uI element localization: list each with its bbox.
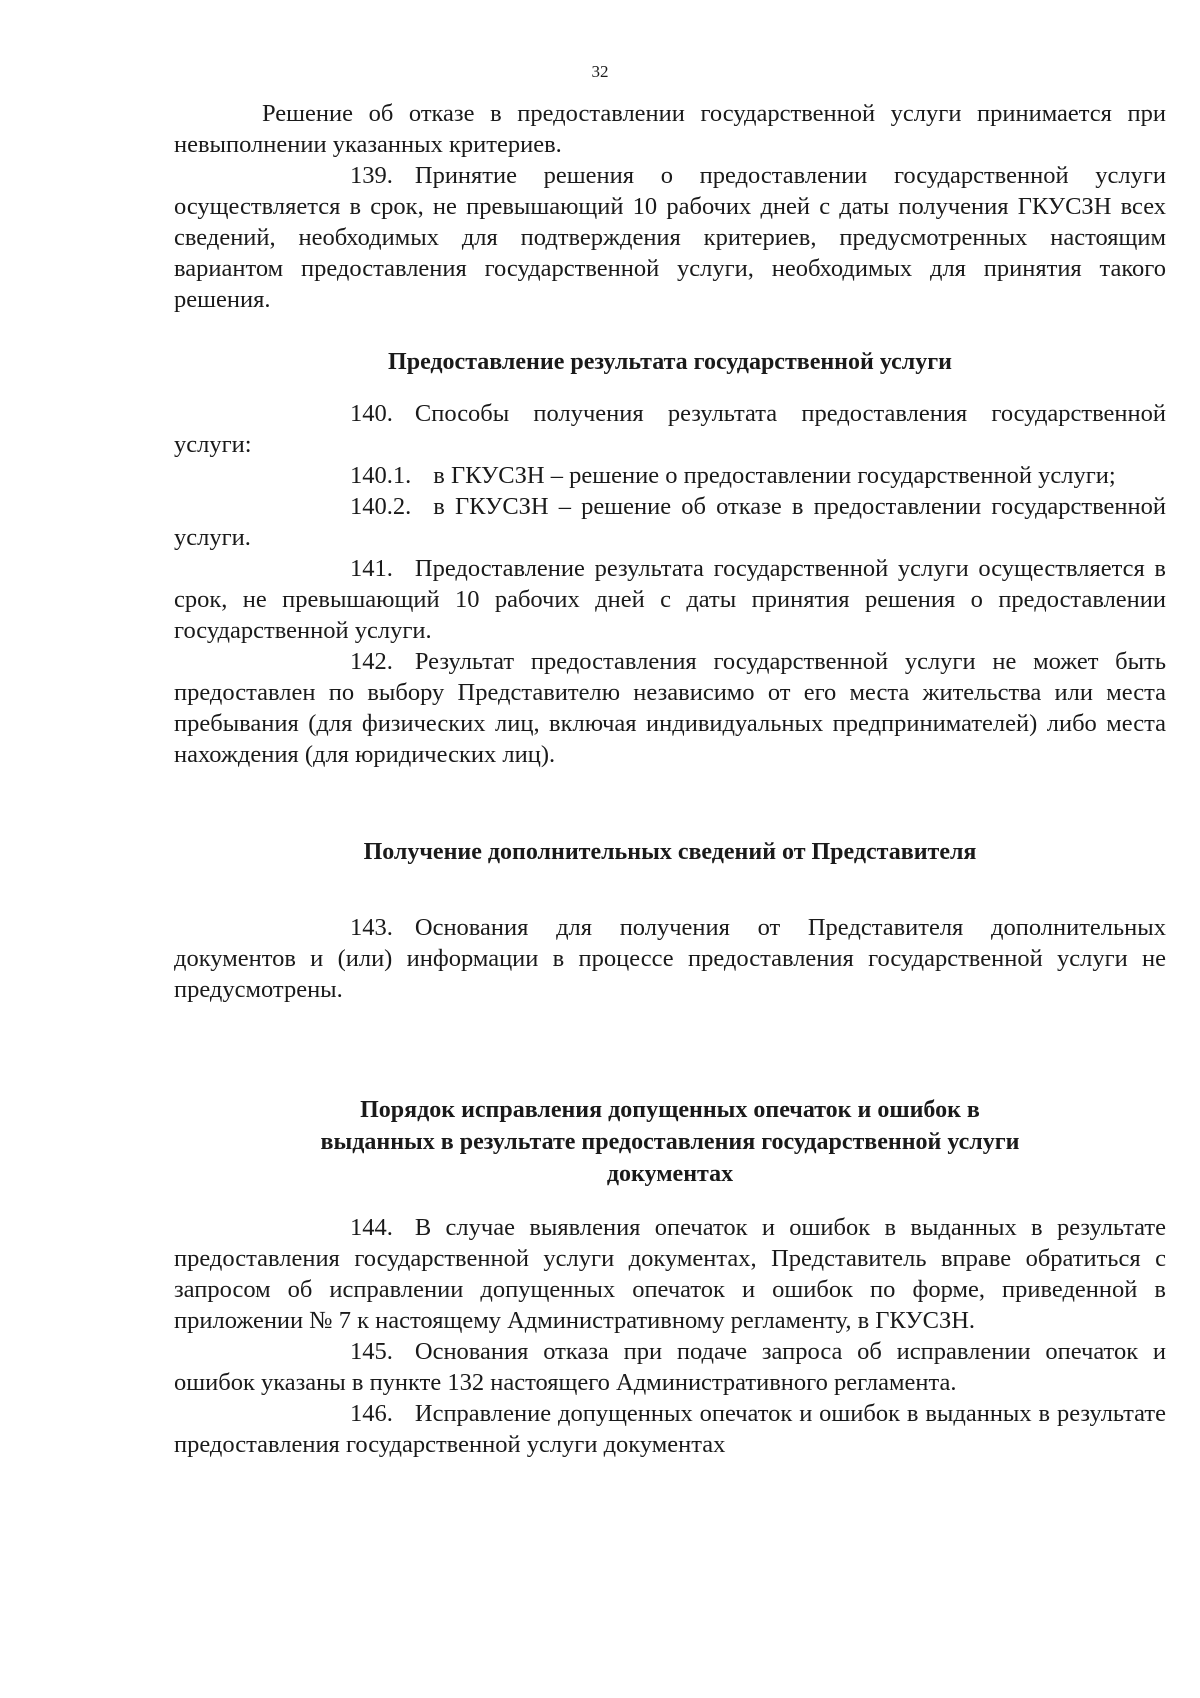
heading-line: Порядок исправления допущенных опечаток и ошибок в (360, 1097, 980, 1123)
paragraph-text: в ГКУСЗН – решение об отказе в предоставлении государственной услуги. (174, 493, 1166, 551)
paragraph-number: 143. (350, 914, 393, 941)
paragraph-text: Основания для получения от Представителя дополнительных документов и (или) информации в процессе предоставления государственной услуги не предусмотрены. (174, 914, 1166, 1003)
paragraph-142 (174, 646, 1166, 770)
paragraph-number: 141. (350, 555, 393, 582)
paragraph-number: 140.1. (350, 462, 412, 489)
heading-additional-information: Получение дополнительных сведений от Представителя (363, 839, 977, 865)
paragraph-text: Способы получения результата предоставления государственной услуги: (174, 400, 1166, 458)
section-result-provision (174, 398, 1166, 770)
section-additional-information (174, 912, 1166, 1005)
paragraph-number: 139. (350, 162, 393, 189)
paragraph-refusal-decision: Решение об отказе в предоставлении государственной услуги принимается при невыполнении указанных критериев. (174, 100, 1166, 158)
paragraph-text: Предоставление результата государственной услуги осуществляется в срок, не превышающий 10 рабочих дней с даты принятия решения о предоставлении государственной услуги. (174, 555, 1166, 644)
section-decision (174, 98, 1166, 315)
paragraph-number: 140. (350, 400, 393, 427)
paragraph-text: Принятие решения о предоставлении государственной услуги осуществляется в срок, не превышающий 10 рабочих дней с даты получения ГКУСЗН всех сведений, необходимых для подтверждения критериев, предусмотренных настоящим вариантом предоставления государственной услуги, необходимых для принятия такого решения. (174, 162, 1166, 313)
paragraph-text: Основания отказа при подаче запроса об исправлении опечаток и ошибок указаны в пункте 132 настоящего Административного регламента. (174, 1338, 1166, 1396)
heading-line: документах (606, 1161, 734, 1187)
paragraph-number: 142. (350, 648, 393, 675)
paragraph-number: 140.2. (350, 493, 412, 520)
paragraph-144 (174, 1212, 1166, 1336)
paragraph-143 (174, 912, 1166, 1005)
heading-error-correction (174, 1094, 1166, 1190)
page-number: 32 (591, 62, 609, 81)
paragraph-text: Исправление допущенных опечаток и ошибок в выданных в результате предоставления государственной услуги документах (174, 1400, 1166, 1458)
heading-result-provision: Предоставление результата государственной услуги (388, 349, 952, 375)
heading-line: выданных в результате предоставления государственной услуги (320, 1129, 1020, 1155)
paragraph-140-1 (174, 460, 1166, 491)
paragraph-140 (174, 398, 1166, 460)
paragraph-141 (174, 553, 1166, 646)
paragraph-number: 145. (350, 1338, 393, 1365)
paragraph-text: Результат предоставления государственной услуги не может быть предоставлен по выбору Представителю независимо от его места жительства или места пребывания (для физических лиц, включая индивидуальных предпринимателей) либо места нахождения (для юридических лиц). (174, 648, 1166, 768)
paragraph-text: в ГКУСЗН – решение о предоставлении государственной услуги; (433, 462, 1116, 489)
paragraph-146 (174, 1398, 1166, 1460)
paragraph-139 (174, 160, 1166, 315)
paragraph-number: 146. (350, 1400, 393, 1427)
paragraph-number: 144. (350, 1214, 393, 1241)
paragraph-text: В случае выявления опечаток и ошибок в выданных в результате предоставления государственной услуги документах, Представитель вправе обратиться с запросом об исправлении допущенных опечаток и ошибок по форме, приведенной в приложении № 7 к настоящему Административному регламенту, в ГКУСЗН. (174, 1214, 1166, 1334)
paragraph-140-2 (174, 491, 1166, 553)
paragraph-145 (174, 1336, 1166, 1398)
section-error-correction (174, 1212, 1166, 1460)
